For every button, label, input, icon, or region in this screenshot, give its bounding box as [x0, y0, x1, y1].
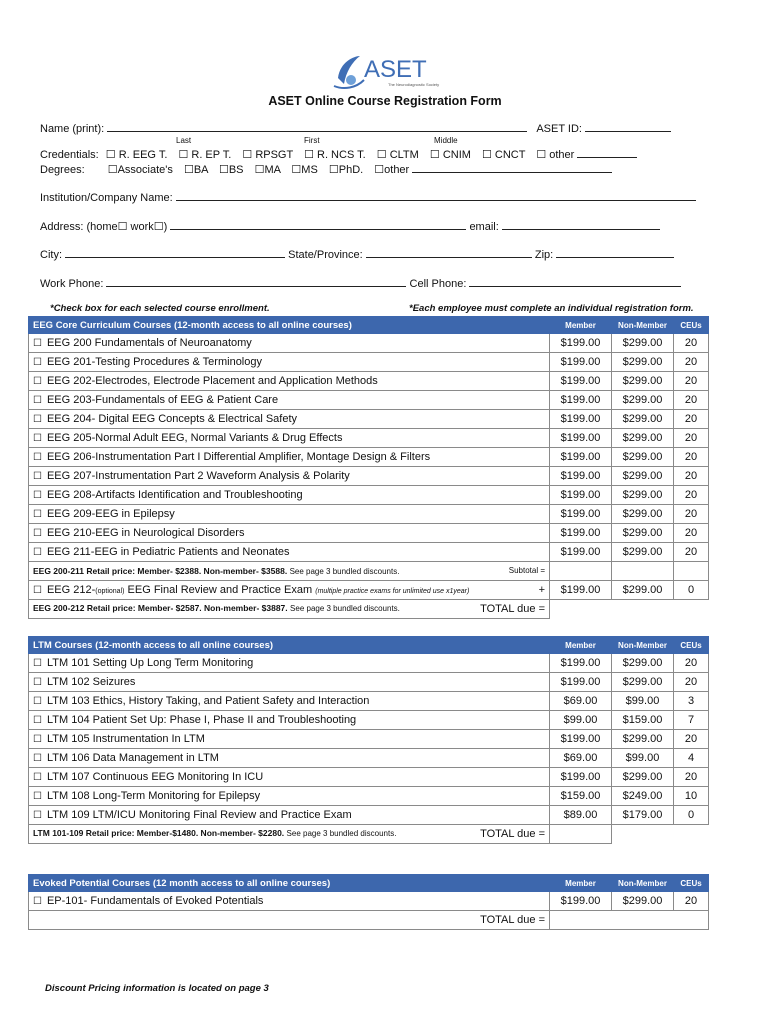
nonmember-price: $299.00	[612, 410, 674, 429]
course-name: LTM 101 Setting Up Long Term Monitoring	[46, 657, 254, 669]
ceu-value: 20	[674, 448, 709, 467]
eeg-exam-row: ☐ EEG 212-(optional) EEG Final Review and Practice Exam (multiple practice exams for unlimited use x1year) + $199.00 $299.00 0	[29, 581, 709, 600]
name-row	[40, 121, 671, 135]
checkbox-icon[interactable]: ☐	[33, 810, 42, 821]
checkbox-icon[interactable]: ☐	[33, 452, 42, 463]
course-name: LTM 107 Continuous EEG Monitoring In ICU	[46, 771, 264, 783]
ceu-value: 20	[674, 730, 709, 749]
ceu-value: 20	[674, 410, 709, 429]
state-field[interactable]	[366, 247, 532, 258]
course-row[interactable]	[29, 429, 709, 448]
city-field[interactable]	[65, 247, 285, 258]
nonmember-price: $299.00	[612, 372, 674, 391]
course-name: EEG 203-Fundamentals of EEG & Patient Care	[46, 394, 279, 406]
ltm-retail-cell: LTM 101-109 Retail price: Member-$1480. Non-member- $2280. See page 3 bundled discounts. TOTAL due =	[29, 825, 550, 844]
member-price: $199.00	[550, 467, 612, 486]
nonmember-price: $299.00	[612, 486, 674, 505]
course-name-cell[interactable]	[29, 806, 550, 825]
name-last-sub: Last	[176, 136, 192, 145]
degree-checkbox[interactable]: ☐BA	[183, 164, 208, 176]
ep-course-table	[28, 874, 709, 930]
member-price: $199.00	[550, 410, 612, 429]
checkbox-icon: ☐	[33, 585, 42, 596]
degree-checkbox[interactable]: ☐PhD.	[328, 164, 364, 176]
nonmember-price: $299.00	[612, 730, 674, 749]
course-row[interactable]	[29, 787, 709, 806]
aset-logo	[330, 50, 440, 96]
course-row[interactable]	[29, 353, 709, 372]
course-name: LTM 108 Long-Term Monitoring for Epilepsy	[46, 790, 261, 802]
credential-checkbox[interactable]: ☐ CLTM	[376, 149, 419, 161]
ceu-value: 20	[674, 673, 709, 692]
course-name: EEG 201-Testing Procedures & Terminology	[46, 356, 262, 368]
checkbox-icon[interactable]: ☐	[33, 357, 42, 368]
eeg-course-table	[28, 316, 709, 619]
ceu-value: 10	[674, 787, 709, 806]
course-name-cell[interactable]	[29, 787, 550, 806]
ceu-value: 3	[674, 692, 709, 711]
institution-row	[40, 190, 696, 204]
course-row[interactable]	[29, 768, 709, 787]
nonmember-price: $299.00	[612, 448, 674, 467]
course-name: EEG 205-Normal Adult EEG, Normal Variants & Drug Effects	[46, 432, 343, 444]
nonmember-price: $299.00	[612, 768, 674, 787]
eeg-exam-cell[interactable]: ☐ EEG 212-(optional) EEG Final Review and Practice Exam (multiple practice exams for unlimited use x1year) +	[29, 581, 550, 600]
ceu-value: 20	[674, 543, 709, 562]
course-name-cell[interactable]	[29, 353, 550, 372]
name-label: Name (print):	[40, 123, 105, 135]
course-row[interactable]	[29, 673, 709, 692]
course-name: EEG 204- Digital EEG Concepts & Electrical Safety	[46, 413, 298, 425]
degree-checkbox[interactable]: ☐Associate's	[107, 164, 173, 176]
course-name-cell[interactable]	[29, 505, 550, 524]
course-name-cell[interactable]	[29, 448, 550, 467]
nonmember-price: $299.00	[612, 334, 674, 353]
checkbox-icon[interactable]: ☐	[33, 376, 42, 387]
city-row	[40, 247, 674, 261]
degree-checkbox[interactable]: ☐other	[374, 164, 410, 176]
member-price: $199.00	[550, 372, 612, 391]
course-name-cell[interactable]	[29, 524, 550, 543]
member-price: $199.00	[550, 673, 612, 692]
course-name: EEG 209-EEG in Epilepsy	[46, 508, 175, 520]
phone-row	[40, 276, 681, 290]
nonmember-header: Non-Member	[612, 875, 674, 892]
checkbox-icon[interactable]: ☐	[33, 696, 42, 707]
ep-total-field[interactable]	[550, 911, 612, 930]
address-row	[40, 219, 660, 233]
member-price: $199.00	[550, 730, 612, 749]
ceu-value: 20	[674, 892, 709, 911]
eeg-header-title: EEG Core Curriculum Courses (12-month access to all online courses)	[29, 317, 550, 334]
course-name-cell[interactable]	[29, 486, 550, 505]
degrees-label: Degrees:	[40, 164, 85, 176]
checkbox-icon[interactable]: ☐	[33, 528, 42, 539]
name-middle-sub: Middle	[434, 136, 458, 145]
course-name: LTM 106 Data Management in LTM	[46, 752, 219, 764]
ltm-retail-row	[29, 825, 709, 844]
member-price: $199.00	[550, 524, 612, 543]
page-title: ASET Online Course Registration Form	[268, 94, 502, 108]
course-name-cell[interactable]	[29, 892, 550, 911]
nonmember-price: $159.00	[612, 711, 674, 730]
course-name-cell[interactable]	[29, 391, 550, 410]
checkbox-icon[interactable]: ☐	[33, 715, 42, 726]
course-name-cell[interactable]	[29, 372, 550, 391]
name-field[interactable]	[107, 121, 527, 132]
course-name-cell[interactable]	[29, 429, 550, 448]
ceus-header: CEUs	[674, 875, 709, 892]
course-name: LTM 103 Ethics, History Taking, and Patient Safety and Interaction	[46, 695, 370, 707]
course-name-cell[interactable]	[29, 768, 550, 787]
member-price: $199.00	[550, 505, 612, 524]
member-price: $199.00	[550, 892, 612, 911]
course-row[interactable]	[29, 334, 709, 353]
member-price: $99.00	[550, 711, 612, 730]
nonmember-price: $299.00	[612, 892, 674, 911]
course-name: EEG 208-Artifacts Identification and Troubleshooting	[46, 489, 303, 501]
note-left: *Check box for each selected course enrollment.	[50, 303, 270, 314]
zip-label: Zip:	[534, 249, 554, 261]
zip-field[interactable]	[556, 247, 674, 258]
checkbox-icon[interactable]: ☐	[33, 734, 42, 745]
course-row[interactable]	[29, 692, 709, 711]
institution-field[interactable]	[176, 190, 696, 201]
credentials-row	[40, 147, 637, 161]
credential-other-field[interactable]	[577, 147, 637, 158]
ceu-value: 0	[674, 806, 709, 825]
member-price: $199.00	[550, 334, 612, 353]
ep-header-title: Evoked Potential Courses (12 month access to all online courses)	[29, 875, 550, 892]
ltm-header-title: LTM Courses (12-month access to all online courses)	[29, 637, 550, 654]
member-price: $199.00	[550, 486, 612, 505]
checkbox-icon[interactable]: ☐	[33, 433, 42, 444]
nonmember-price: $299.00	[612, 467, 674, 486]
course-name-cell[interactable]	[29, 410, 550, 429]
member-price: $199.00	[550, 543, 612, 562]
nonmember-price: $99.00	[612, 692, 674, 711]
member-header: Member	[550, 637, 612, 654]
member-price: $159.00	[550, 787, 612, 806]
ltm-header-row	[29, 637, 709, 654]
eeg-subtotal-nonmember[interactable]	[612, 562, 674, 581]
member-price: $199.00	[550, 391, 612, 410]
checkbox-icon[interactable]: ☐	[33, 414, 42, 425]
credential-checkbox[interactable]: ☐ other	[536, 149, 575, 161]
member-price: $199.00	[550, 448, 612, 467]
eeg-retail-row	[29, 562, 709, 581]
course-row[interactable]	[29, 749, 709, 768]
member-price: $89.00	[550, 806, 612, 825]
logo-tagline: The Neurodiagnostic Society	[388, 82, 440, 87]
course-name-cell[interactable]	[29, 654, 550, 673]
credential-checkbox[interactable]: ☐ R. EEG T.	[105, 149, 168, 161]
course-name-cell[interactable]	[29, 749, 550, 768]
course-name: LTM 102 Seizures	[46, 676, 136, 688]
note-right: *Each employee must complete an individual registration form.	[409, 303, 694, 314]
course-name: EP-101- Fundamentals of Evoked Potentials	[46, 895, 264, 907]
email-label: email:	[469, 221, 499, 233]
course-row[interactable]	[29, 711, 709, 730]
course-row[interactable]	[29, 486, 709, 505]
course-name: EEG 211-EEG in Pediatric Patients and Neonates	[46, 546, 290, 558]
nonmember-price: $299.00	[612, 524, 674, 543]
ltm-course-table	[28, 636, 709, 844]
ceu-value: 20	[674, 467, 709, 486]
aset-id-field[interactable]	[585, 121, 671, 132]
member-price: $69.00	[550, 749, 612, 768]
member-price: $199.00	[550, 654, 612, 673]
nonmember-price: $299.00	[612, 353, 674, 372]
nonmember-price: $299.00	[612, 543, 674, 562]
checkbox-icon[interactable]: ☐	[33, 791, 42, 802]
member-header: Member	[550, 875, 612, 892]
checkbox-icon[interactable]: ☐	[33, 753, 42, 764]
course-name-cell[interactable]	[29, 673, 550, 692]
degrees-row	[40, 162, 612, 176]
state-label: State/Province:	[288, 249, 363, 261]
ep-header-row	[29, 875, 709, 892]
course-name: EEG 200 Fundamentals of Neuroanatomy	[46, 337, 252, 349]
ceus-header: CEUs	[674, 637, 709, 654]
course-name: LTM 105 Instrumentation In LTM	[46, 733, 205, 745]
course-name: LTM 109 LTM/ICU Monitoring Final Review and Practice Exam	[46, 809, 352, 821]
degree-checkbox[interactable]: ☐MS	[291, 164, 318, 176]
checkbox-icon[interactable]: ☐	[33, 471, 42, 482]
nonmember-price: $249.00	[612, 787, 674, 806]
checkbox-icon[interactable]: ☐	[33, 509, 42, 520]
ep-total-row	[29, 911, 709, 930]
footer-note: Discount Pricing information is located on page 3	[45, 983, 269, 994]
work-phone-field[interactable]	[106, 276, 406, 287]
ceu-value: 7	[674, 711, 709, 730]
eeg-retail-cell: EEG 200-211 Retail price: Member- $2388. Non-member- $3588. See page 3 bundled discounts. Subtotal =	[29, 562, 550, 581]
eeg-header-row	[29, 317, 709, 334]
member-price: $199.00	[550, 429, 612, 448]
member-price: $199.00	[550, 353, 612, 372]
checkbox-icon[interactable]: ☐	[33, 658, 42, 669]
course-name: EEG 207-Instrumentation Part 2 Waveform Analysis & Polarity	[46, 470, 350, 482]
checkbox-icon[interactable]: ☐	[33, 395, 42, 406]
address-field[interactable]	[170, 219, 466, 230]
nonmember-price: $179.00	[612, 806, 674, 825]
city-label: City:	[40, 249, 62, 261]
nonmember-price: $299.00	[612, 505, 674, 524]
ceu-value: 20	[674, 524, 709, 543]
checkbox-icon[interactable]: ☐	[33, 547, 42, 558]
cell-phone-label: Cell Phone:	[409, 278, 467, 290]
ceu-value: 20	[674, 353, 709, 372]
nonmember-price: $299.00	[612, 654, 674, 673]
ltm-total-field[interactable]	[550, 825, 612, 844]
course-row[interactable]	[29, 410, 709, 429]
course-row[interactable]	[29, 543, 709, 562]
ceu-value: 20	[674, 654, 709, 673]
ceu-value: 20	[674, 372, 709, 391]
nonmember-price: $99.00	[612, 749, 674, 768]
checkbox-icon[interactable]: ☐	[33, 338, 42, 349]
logo-text: ASET	[364, 56, 427, 83]
checkbox-icon[interactable]: ☐	[33, 772, 42, 783]
course-name: EEG 206-Instrumentation Part I Differential Amplifier, Montage Design & Filters	[46, 451, 431, 463]
course-row[interactable]	[29, 467, 709, 486]
member-price: $69.00	[550, 692, 612, 711]
ep-total-label: TOTAL due =	[29, 911, 550, 930]
checkbox-icon[interactable]: ☐	[33, 896, 42, 907]
course-row[interactable]	[29, 806, 709, 825]
course-name-cell[interactable]	[29, 692, 550, 711]
eeg-subtotal-member[interactable]	[550, 562, 612, 581]
course-name-cell[interactable]	[29, 334, 550, 353]
course-row[interactable]	[29, 730, 709, 749]
course-row[interactable]	[29, 505, 709, 524]
ceu-value: 20	[674, 505, 709, 524]
course-name-cell[interactable]	[29, 711, 550, 730]
credential-checkbox[interactable]: ☐ R. NCS T.	[304, 149, 366, 161]
degree-other-field[interactable]	[412, 162, 612, 173]
member-header: Member	[550, 317, 612, 334]
institution-label: Institution/Company Name:	[40, 192, 173, 204]
checkbox-icon[interactable]: ☐	[33, 677, 42, 688]
course-row[interactable]	[29, 654, 709, 673]
name-first-sub: First	[304, 136, 320, 145]
address-label: Address: (home☐ work☐)	[40, 221, 168, 233]
credential-checkbox[interactable]: ☐ R. EP T.	[178, 149, 232, 161]
credential-checkbox[interactable]: ☐ CNCT	[481, 149, 526, 161]
course-name: LTM 104 Patient Set Up: Phase I, Phase II and Troubleshooting	[46, 714, 357, 726]
credential-checkbox[interactable]: ☐ CNIM	[429, 149, 471, 161]
nonmember-header: Non-Member	[612, 317, 674, 334]
degree-checkbox[interactable]: ☐MA	[254, 164, 281, 176]
course-row[interactable]	[29, 372, 709, 391]
ceu-value: 20	[674, 334, 709, 353]
nonmember-price: $299.00	[612, 391, 674, 410]
credential-checkbox[interactable]: ☐ RPSGT	[242, 149, 294, 161]
work-phone-label: Work Phone:	[40, 278, 104, 290]
eeg-retail2-row	[29, 600, 709, 619]
course-row[interactable]	[29, 524, 709, 543]
credentials-label: Credentials:	[40, 149, 99, 161]
ceu-value: 20	[674, 486, 709, 505]
ceus-header: CEUs	[674, 317, 709, 334]
eeg-retail2-cell: EEG 200-212 Retail price: Member- $2587. Non-member- $3887. See page 3 bundled discounts. TOTAL due =	[29, 600, 550, 619]
nonmember-price: $299.00	[612, 429, 674, 448]
aset-id-label: ASET ID:	[536, 123, 582, 135]
course-row[interactable]	[29, 448, 709, 467]
member-price: $199.00	[550, 768, 612, 787]
degree-checkbox[interactable]: ☐BS	[218, 164, 244, 176]
nonmember-price: $299.00	[612, 673, 674, 692]
course-name-cell[interactable]	[29, 730, 550, 749]
ceu-value: 20	[674, 391, 709, 410]
ceu-value: 20	[674, 768, 709, 787]
course-name-cell[interactable]	[29, 543, 550, 562]
course-row[interactable]	[29, 892, 709, 911]
cell-phone-field[interactable]	[469, 276, 681, 287]
email-field[interactable]	[502, 219, 660, 230]
nonmember-header: Non-Member	[612, 637, 674, 654]
ceu-value: 20	[674, 429, 709, 448]
course-name-cell[interactable]	[29, 467, 550, 486]
ceu-value: 4	[674, 749, 709, 768]
course-name: EEG 202-Electrodes, Electrode Placement and Application Methods	[46, 375, 378, 387]
checkbox-icon[interactable]: ☐	[33, 490, 42, 501]
course-row[interactable]	[29, 391, 709, 410]
course-name: EEG 210-EEG in Neurological Disorders	[46, 527, 245, 539]
